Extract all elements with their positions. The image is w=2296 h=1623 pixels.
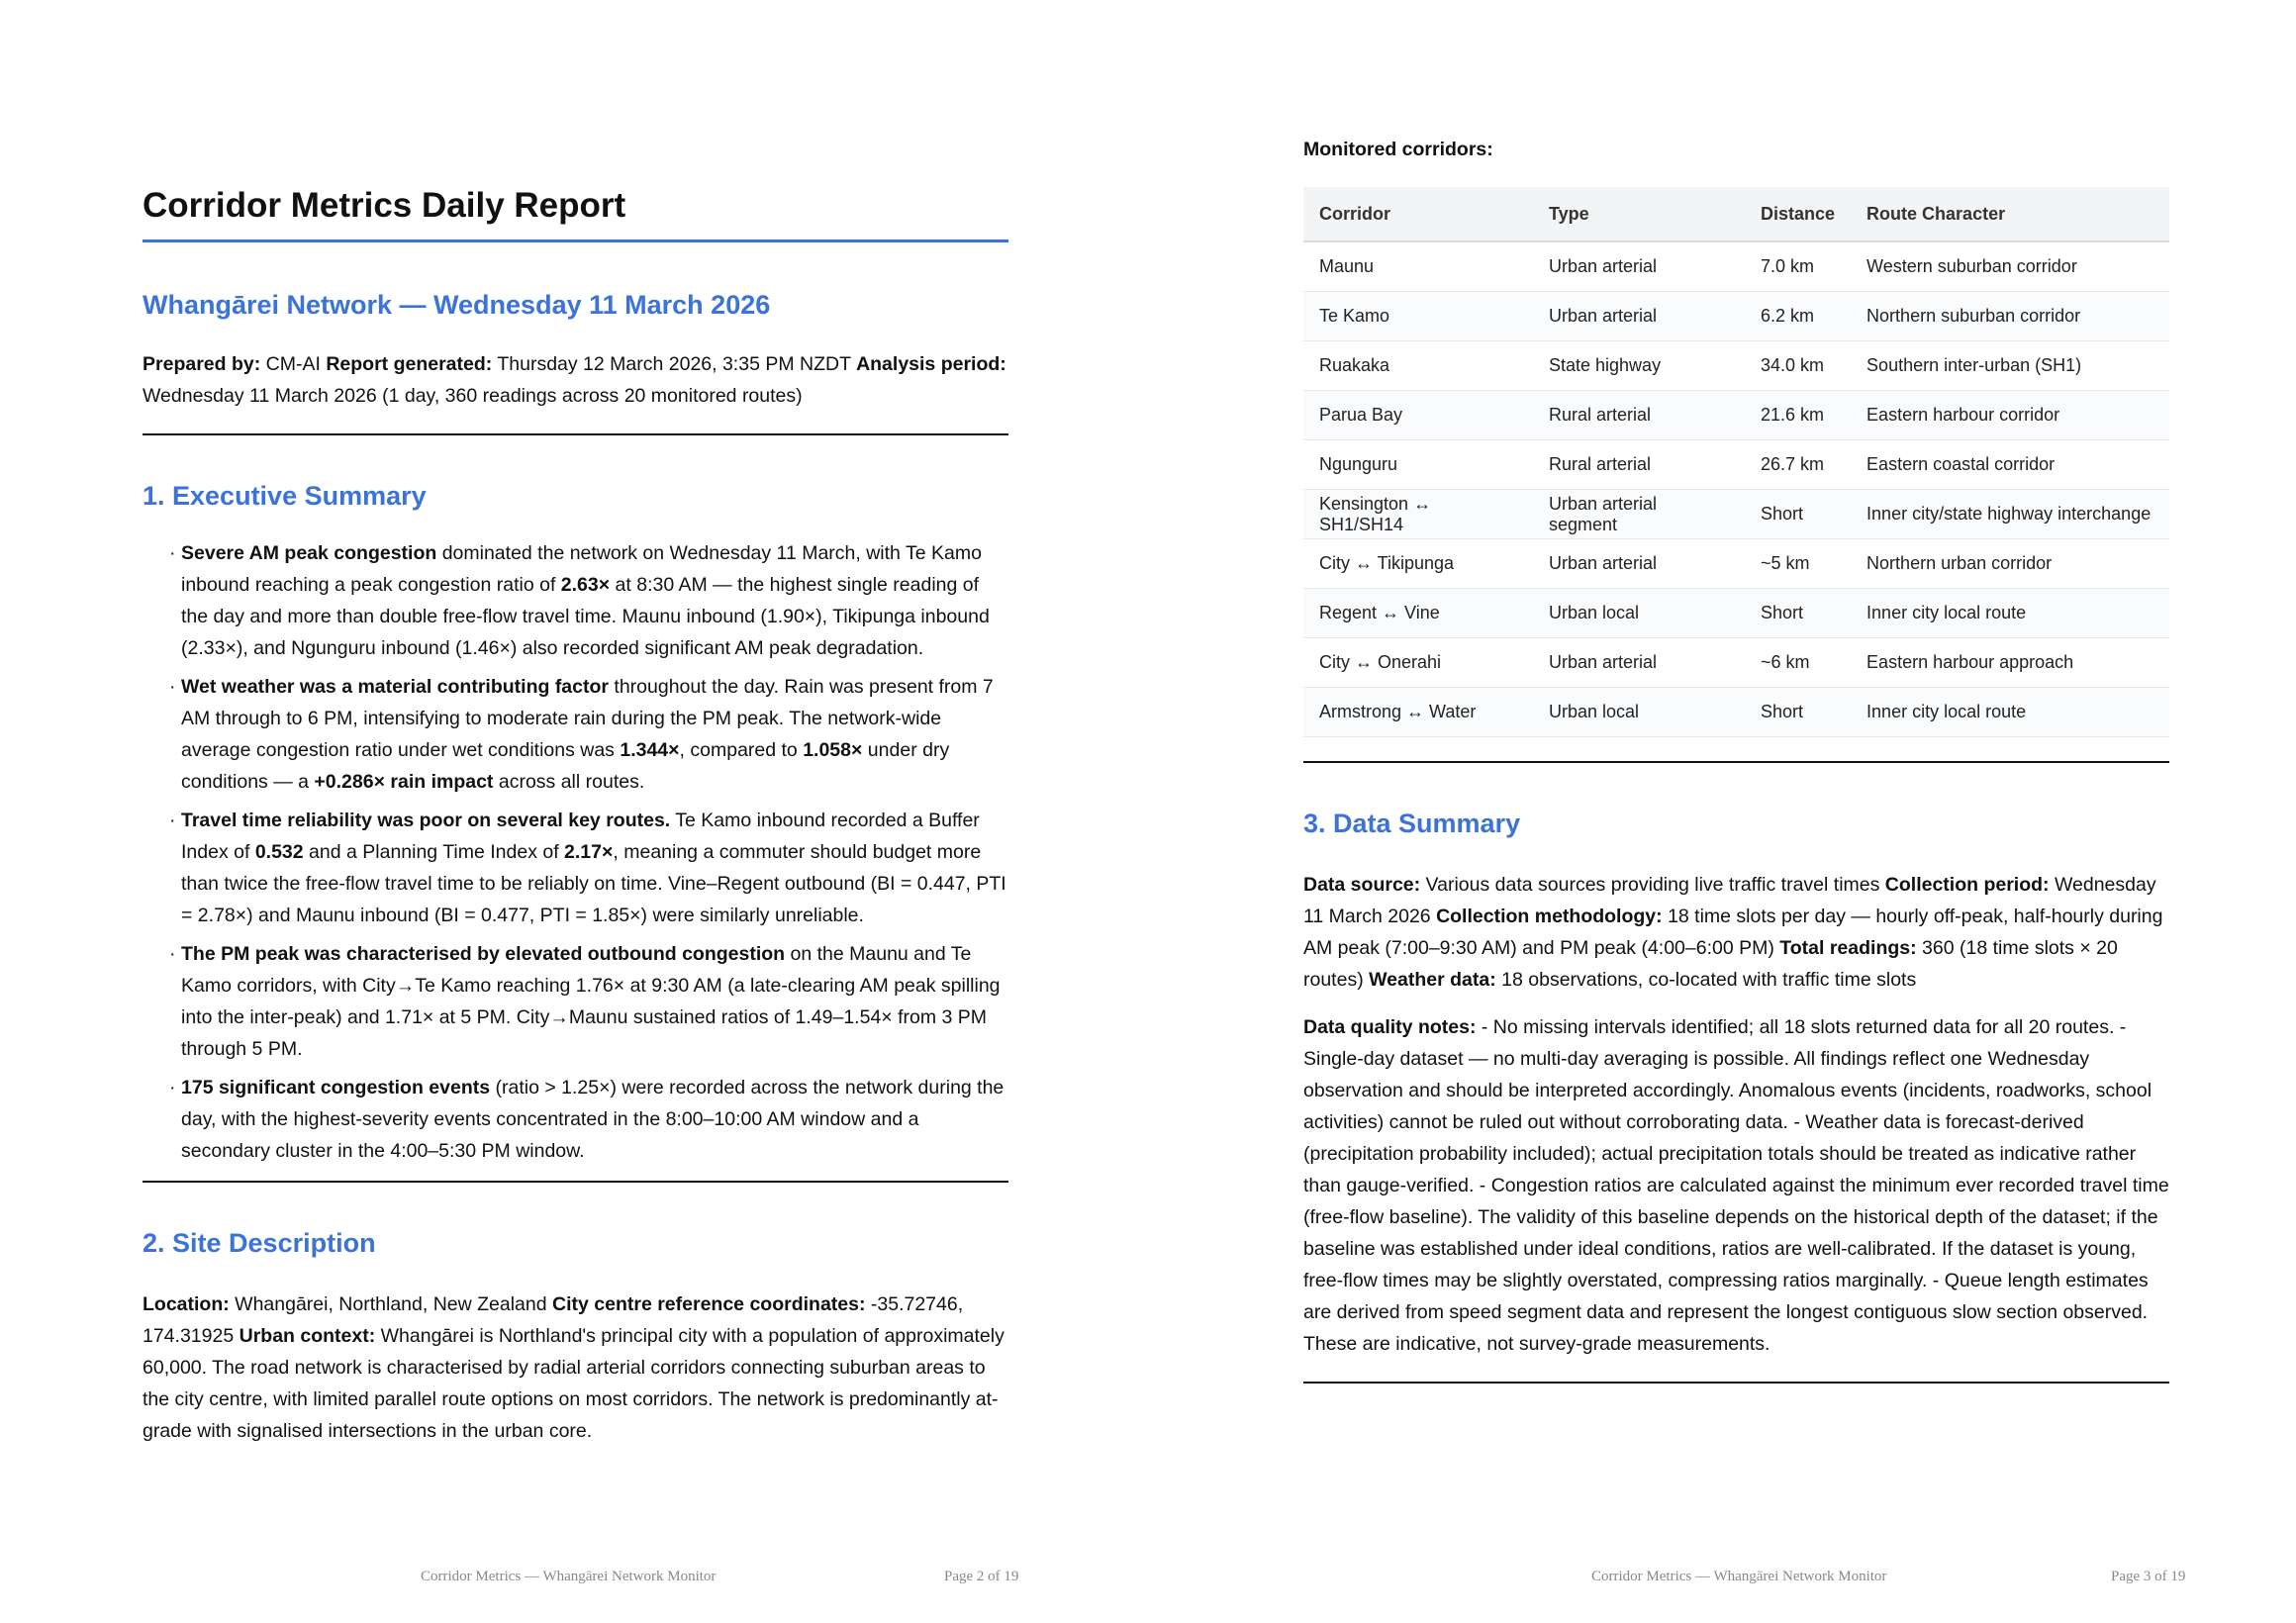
bullet-text: throughout the day. Rain was present from 7 AM through to 6 PM, intensifying to moderate rain during the PM peak. The network-wide average congestion ratio under wet conditions was <box>181 676 994 761</box>
corridors-table <box>1303 187 2169 737</box>
section-heading-site-description: 2. Site Description <box>143 1228 376 1258</box>
table-cell: Eastern coastal corridor <box>1851 440 2169 490</box>
data-quality-paragraph <box>1303 1011 2169 1360</box>
table-cell: Rural arterial <box>1533 440 1745 490</box>
table-cell: Northern urban corridor <box>1851 539 2169 589</box>
data-quality-value: - No missing intervals identified; all 18 slots returned data for all 20 routes. - Single-day dataset — no multi-day averaging is possible. All findings reflect one Wednesday observation and should be interpreted accordingly. Anomalous events (incidents, roadworks, school activities) cannot be ruled out without corroborating data. - Weather data is forecast-derived (precipitation probability included); actual precipitation totals should be treated as indicative rather than gauge-verified. - Congestion ratios are calculated against the minimum ever recorded travel time (free-flow baseline). The validity of this baseline depends on the historical depth of the dataset; if the baseline was established under ideal conditions, ratios are well-calibrated. If the dataset is young, free-flow times may be slightly overstated, compressing ratios marginally. - Queue length estimates are derived from speed segment data and represent the longest contiguous slow section observed. These are indicative, not survey-grade measurements. <box>1303 1016 2169 1355</box>
table-cell: Western suburban corridor <box>1851 241 2169 292</box>
coords-value: -35.72746, 174.31925 <box>143 1293 964 1347</box>
analysis-period-value: Wednesday 11 March 2026 (1 day, 360 readings across 20 monitored routes) <box>143 385 803 407</box>
weather-data-value: 18 observations, co-located with traffic time slots <box>1501 969 1917 991</box>
bullet-strong: Wet weather was a material contributing factor <box>181 676 609 698</box>
table-header-row <box>1303 187 2169 241</box>
table-row <box>1303 638 2169 688</box>
divider <box>143 1181 1008 1183</box>
collection-method-label: Collection methodology: <box>1436 906 1663 927</box>
table-cell: Kensington ↔ SH1/SH14 <box>1303 490 1533 539</box>
table-row <box>1303 440 2169 490</box>
table-cell: Southern inter-urban (SH1) <box>1851 341 2169 391</box>
total-readings-value: 360 (18 time slots × 20 routes) <box>1303 937 2118 991</box>
urban-context-label: Urban context: <box>239 1325 376 1347</box>
list-item <box>169 1072 1008 1167</box>
list-item <box>169 938 1008 1065</box>
weather-data-label: Weather data: <box>1369 969 1496 991</box>
collection-period-label: Collection period: <box>1884 874 2050 896</box>
table-cell: City ↔ Tikipunga <box>1303 539 1533 589</box>
table-row <box>1303 391 2169 440</box>
bullet-strong: 175 significant congestion events <box>181 1077 491 1098</box>
bullet-icon: · <box>169 943 176 965</box>
bullet-icon: · <box>169 1077 176 1098</box>
table-cell: Eastern harbour approach <box>1851 638 2169 688</box>
table-cell: Short <box>1745 688 1851 737</box>
table-cell: Urban local <box>1533 688 1745 737</box>
table-cell: 21.6 km <box>1745 391 1851 440</box>
bullet-icon: · <box>169 810 176 831</box>
bullet-text: dominated the network on Wednesday 11 March, with Te Kamo inbound reaching a peak congestion ratio of <box>181 542 982 596</box>
table-cell: Rural arterial <box>1533 391 1745 440</box>
coords-label: City centre reference coordinates: <box>552 1293 866 1315</box>
bullet-strong: Travel time reliability was poor on several key routes. <box>181 810 671 831</box>
table-row <box>1303 589 2169 638</box>
table-cell: Short <box>1745 490 1851 539</box>
data-source-label: Data source: <box>1303 874 1421 896</box>
table-cell: Ruakaka <box>1303 341 1533 391</box>
collection-period-value: Wednesday 11 March 2026 <box>1303 874 2156 927</box>
prepared-by-label: Prepared by: <box>143 353 261 375</box>
footer-title: Corridor Metrics — Whangārei Network Monitor <box>421 1569 717 1584</box>
list-item <box>169 805 1008 931</box>
page-right-content <box>1303 139 2169 1384</box>
list-item <box>169 537 1008 664</box>
table-cell: Te Kamo <box>1303 292 1533 341</box>
table-cell: 6.2 km <box>1745 292 1851 341</box>
table-row <box>1303 341 2169 391</box>
bullet-strong: 2.17× <box>564 841 614 863</box>
column-header: Type <box>1533 187 1745 241</box>
data-summary-paragraph <box>1303 869 2169 996</box>
table-cell: 26.7 km <box>1745 440 1851 490</box>
table-cell: Parua Bay <box>1303 391 1533 440</box>
bullet-strong: +0.286× rain impact <box>314 771 494 793</box>
table-cell: State highway <box>1533 341 1745 391</box>
report-title: Corridor Metrics Daily Report <box>143 186 1008 242</box>
table-cell: Urban arterial segment <box>1533 490 1745 539</box>
bullet-text: on the Maunu and Te Kamo corridors, with City→Te Kamo reaching 1.76× at 9:30 AM (a late-clearing AM peak spilling into the inter-peak) and 1.71× at 5 PM. City→Maunu sustained ratios of 1.49–1.54× from 3 PM through 5 PM. <box>181 943 1001 1060</box>
table-cell: Eastern harbour corridor <box>1851 391 2169 440</box>
table-cell: City ↔ Onerahi <box>1303 638 1533 688</box>
list-item <box>169 671 1008 798</box>
table-cell: Inner city local route <box>1851 688 2169 737</box>
divider <box>1303 761 2169 763</box>
table-cell: 7.0 km <box>1745 241 1851 292</box>
table-cell: Urban arterial <box>1533 638 1745 688</box>
bullet-text: , compared to <box>679 739 804 761</box>
table-cell: Armstrong ↔ Water <box>1303 688 1533 737</box>
column-header: Corridor <box>1303 187 1533 241</box>
total-readings-label: Total readings: <box>1779 937 1917 959</box>
table-cell: Urban arterial <box>1533 292 1745 341</box>
report-generated-value: Thursday 12 March 2026, 3:35 PM NZDT <box>497 353 851 375</box>
bullet-strong: 2.63× <box>560 574 611 596</box>
divider <box>143 433 1008 435</box>
bullet-text: across all routes. <box>493 771 645 793</box>
table-cell: Inner city/state highway interchange <box>1851 490 2169 539</box>
table-cell: Inner city local route <box>1851 589 2169 638</box>
bullet-strong: 1.344× <box>620 739 680 761</box>
bullet-strong: The PM peak was characterised by elevated outbound congestion <box>181 943 786 965</box>
table-row <box>1303 490 2169 539</box>
collection-method-value: 18 time slots per day — hourly off-peak, half-hourly during AM peak (7:00–9:30 AM) and PM peak (4:00–6:00 PM) <box>1303 906 2163 959</box>
table-row <box>1303 688 2169 737</box>
bullet-icon: · <box>169 542 176 564</box>
bullet-text: (ratio > 1.25×) were recorded across the network during the day, with the highest-severity events concentrated in the 8:00–10:00 AM window and a secondary cluster in the 4:00–5:30 PM window. <box>181 1077 1004 1162</box>
table-cell: Urban local <box>1533 589 1745 638</box>
prepared-by-value: CM-AI <box>265 353 321 375</box>
section-heading-executive-summary: 1. Executive Summary <box>143 481 427 511</box>
table-cell: Regent ↔ Vine <box>1303 589 1533 638</box>
column-header: Route Character <box>1851 187 2169 241</box>
footer-title: Corridor Metrics — Whangārei Network Monitor <box>1591 1569 1887 1584</box>
site-description-paragraph <box>143 1289 1008 1447</box>
location-label: Location: <box>143 1293 230 1315</box>
table-cell: Urban arterial <box>1533 241 1745 292</box>
bullet-text: Te Kamo inbound recorded a Buffer Index of <box>181 810 980 863</box>
table-cell: ~5 km <box>1745 539 1851 589</box>
analysis-period-label: Analysis period: <box>856 353 1006 375</box>
executive-summary-list <box>143 537 1008 1167</box>
table-cell: Northern suburban corridor <box>1851 292 2169 341</box>
table-row <box>1303 292 2169 341</box>
section-heading-data-summary: 3. Data Summary <box>1303 809 1521 838</box>
location-value: Whangārei, Northland, New Zealand <box>235 1293 547 1315</box>
footer-page-number: Page 3 of 19 <box>2111 1569 2186 1584</box>
data-source-value: Various data sources providing live traffic travel times <box>1425 874 1880 896</box>
table-cell: Urban arterial <box>1533 539 1745 589</box>
monitored-corridors-label: Monitored corridors: <box>1303 139 1493 160</box>
report-meta <box>143 348 1008 412</box>
table-cell: Short <box>1745 589 1851 638</box>
data-quality-label: Data quality notes: <box>1303 1016 1477 1038</box>
table-row <box>1303 241 2169 292</box>
bullet-strong: Severe AM peak congestion <box>181 542 437 564</box>
table-cell: Ngunguru <box>1303 440 1533 490</box>
column-header: Distance <box>1745 187 1851 241</box>
bullet-text: and a Planning Time Index of <box>303 841 565 863</box>
table-cell: Maunu <box>1303 241 1533 292</box>
report-generated-label: Report generated: <box>326 353 493 375</box>
footer-page-number: Page 2 of 19 <box>944 1569 1019 1584</box>
bullet-text: , meaning a commuter should budget more than twice the free-flow travel time to be reliably on time. Vine–Regent outbound (BI = 0.447, PTI = 2.78×) and Maunu inbound (BI = 0.477, PTI = 1.85×) were similarly unreliable. <box>181 841 1006 926</box>
page-left-content <box>143 186 1008 1447</box>
table-row <box>1303 539 2169 589</box>
urban-context-value: Whangārei is Northland's principal city with a population of approximately 60,000. The road network is characterised by radial arterial corridors connecting suburban areas to the city centre, with limited parallel route options on most corridors. The network is predominantly at-grade with signalised intersections in the urban core. <box>143 1325 1004 1442</box>
report-subtitle: Whangārei Network — Wednesday 11 March 2026 <box>143 290 771 320</box>
divider <box>1303 1382 2169 1384</box>
bullet-text: at 8:30 AM — the highest single reading of the day and more than double free-flow travel time. Maunu inbound (1.90×), Tikipunga inbound (2.33×), and Ngunguru inbound (1.46×) also recorded significant AM peak degradation. <box>181 574 990 659</box>
bullet-strong: 0.532 <box>254 841 304 863</box>
table-cell: 34.0 km <box>1745 341 1851 391</box>
page-right <box>1148 0 2296 1623</box>
bullet-text: under dry conditions — a <box>181 739 950 793</box>
bullet-icon: · <box>169 676 176 698</box>
bullet-strong: 1.058× <box>803 739 863 761</box>
table-cell: ~6 km <box>1745 638 1851 688</box>
